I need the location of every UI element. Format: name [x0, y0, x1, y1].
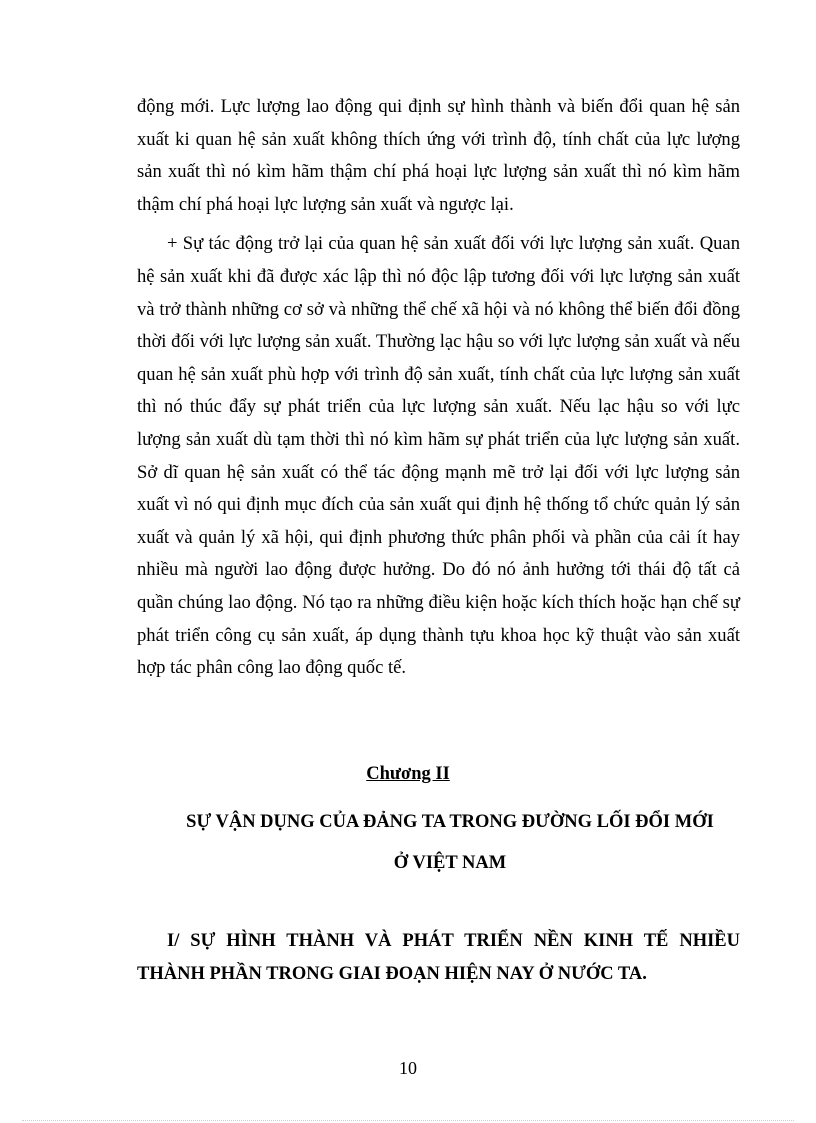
paragraph-1: động mới. Lực lượng lao động qui định sự hình thành và biến đổi quan hệ sản xuất ki quan hệ sản xuất không thích ứng với trình độ, tính chất của lực lượng sản xuất thì nó kìm hãm thậm chí phá hoại lực lượng sản xuất thì nó kìm hãm thậm chí phá hoại lực lượng sản xuất và ngược lại. — [137, 96, 740, 215]
chapter-title-line-1: SỰ VẬN DỤNG CỦA ĐẢNG TA TRONG ĐƯỜNG LỐI ĐỔI MỚI — [186, 812, 714, 832]
paragraph-2: + Sự tác động trở lại của quan hệ sản xuất đối với lực lượng sản xuất. Quan hệ sản xuất khi đã được xác lập thì nó độc lập tương đối với lực lượng sản xuất và trở thành những cơ sở và những thể chế xã hội và nó không thể biến đổi đồng thời đối với lực lượng sản xuất. Thường lạc hậu so với lực lượng sản xuất và nếu quan hệ sản xuất phù hợp với trình độ sản xuất, tính chất của lực lượng sản xuất thì nó thúc đẩy sự phát triển của lực lượng sản xuất. Nếu lạc hậu so với lực lượng sản xuất dù tạm thời thì nó kìm hãm sự phát triển của lực lượng sản xuất. Sở dĩ quan hệ sản xuất có thể tác động mạnh mẽ trở lại đối với lực lượng sản xuất vì nó qui định mục đích của sản xuất qui định hệ thống tổ chức quản lý sản xuất và quản lý xã hội, qui định phương thức phân phối và phần của cải ít hay nhiều mà người lao động được hưởng. Do đó nó ảnh hưởng tới thái độ tất cả quần chúng lao động. Nó tạo ra những điều kiện hoặc kích thích hoặc hạn chế sự phát triển công cụ sản xuất, áp dụng thành tựu khoa học kỹ thuật vào sản xuất hợp tác phân công lao động quốc tế. — [137, 233, 740, 679]
section-heading: I/ SỰ HÌNH THÀNH VÀ PHÁT TRIỂN NỀN KINH TẾ NHIỀU THÀNH PHẦN TRONG GIAI ĐOẠN HIỆN NAY Ở NƯỚC TA. — [137, 931, 740, 984]
chapter-title-line-2: Ở VIỆT NAM — [393, 853, 507, 873]
chapter-title — [150, 802, 750, 884]
body-text — [137, 91, 740, 685]
page-bottom-divider — [22, 1120, 794, 1121]
chapter-label: Chương II — [366, 764, 450, 784]
page-number: 10 — [399, 1058, 417, 1078]
